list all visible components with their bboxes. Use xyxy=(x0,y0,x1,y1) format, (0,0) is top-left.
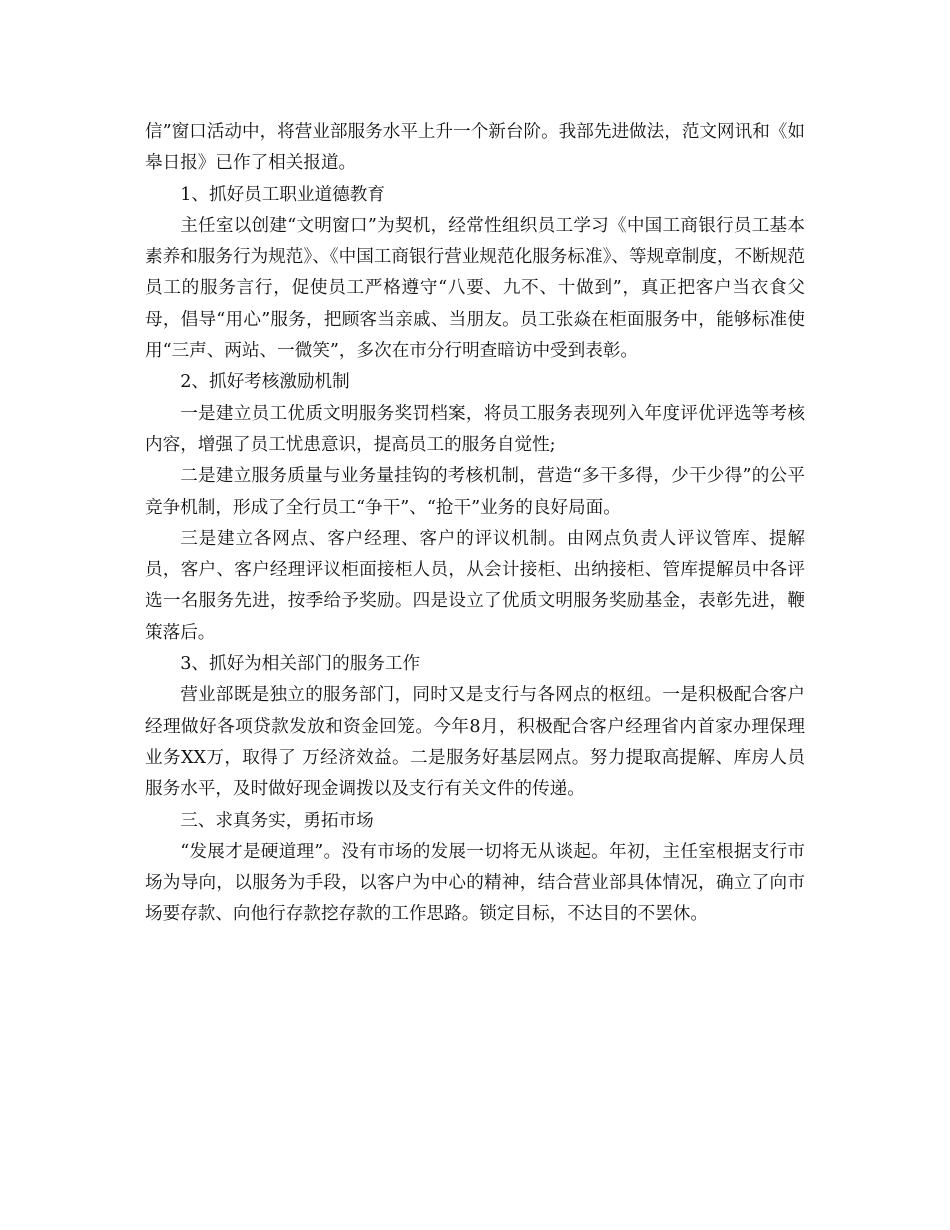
paragraph-1: 信”窗口活动中，将营业部服务水平上升一个新台阶。我部先进做法，范文网讯和《如皋日报》已作了相关报道。 xyxy=(145,122,805,174)
paragraph-4: 二是建立服务质量与业务量挂钩的考核机制，营造“多干多得，少干少得”的公平竞争机制，形成了全行员工“争干”、“抢干”业务的良好局面。 xyxy=(145,466,805,518)
heading-item-1: 1、抓好员工职业道德教育 xyxy=(180,184,385,205)
paragraph-5: 三是建立各网点、客户经理、客户的评议机制。由网点负责人评议管库、提解员，客户、客户经理评议柜面接柜人员，从会计接柜、出纳接柜、管库提解员中各评选一名服务先进，按季给予奖励。四是设立了优质文明服务奖励基金，表彰先进，鞭策落后。 xyxy=(145,528,805,643)
document-body xyxy=(145,117,805,931)
section-heading-3: 三、求真务实，勇拓市场 xyxy=(180,810,374,831)
paragraph-7: “发展才是硬道理”。没有市场的发展一切将无从谈起。年初，主任室根据支行市场为导向，以服务为手段，以客户为中心的精神，结合营业部具体情况，确立了向市场要存款、向他行存款挖存款的工作思路。锁定目标，不达目的不罢休。 xyxy=(145,841,805,925)
heading-item-2: 2、抓好考核激励机制 xyxy=(180,372,350,393)
paragraph-3: 一是建立员工优质文明服务奖罚档案，将员工服务表现列入年度评优评选等考核内容，增强了员工忧患意识，提高员工的服务自觉性; xyxy=(145,403,805,455)
paragraph-6: 营业部既是独立的服务部门，同时又是支行与各网点的枢纽。一是积极配合客户经理做好各项贷款发放和资金回笼。今年8月，积极配合客户经理省内首家办理保理业务XX万，取得了 万经济效益。二是服务好基层网点。努力提取高提解、库房人员服务水平，及时做好现金调拨以及支行有关文件的传递。 xyxy=(145,685,805,800)
heading-item-3: 3、抓好为相关部门的服务工作 xyxy=(180,654,421,675)
paragraph-2: 主任室以创建“文明窗口”为契机，经常性组织员工学习《中国工商银行员工基本素养和服务行为规范》、《中国工商银行营业规范化服务标准》、等规章制度，不断规范员工的服务言行，促使员工严格遵守“八要、九不、十做到”，真正把客户当衣食父母，倡导“用心”服务，把顾客当亲戚、当朋友。员工张焱在柜面服务中，能够标准使用“三声、两站、一微笑”，多次在市分行明查暗访中受到表彰。 xyxy=(145,215,805,362)
